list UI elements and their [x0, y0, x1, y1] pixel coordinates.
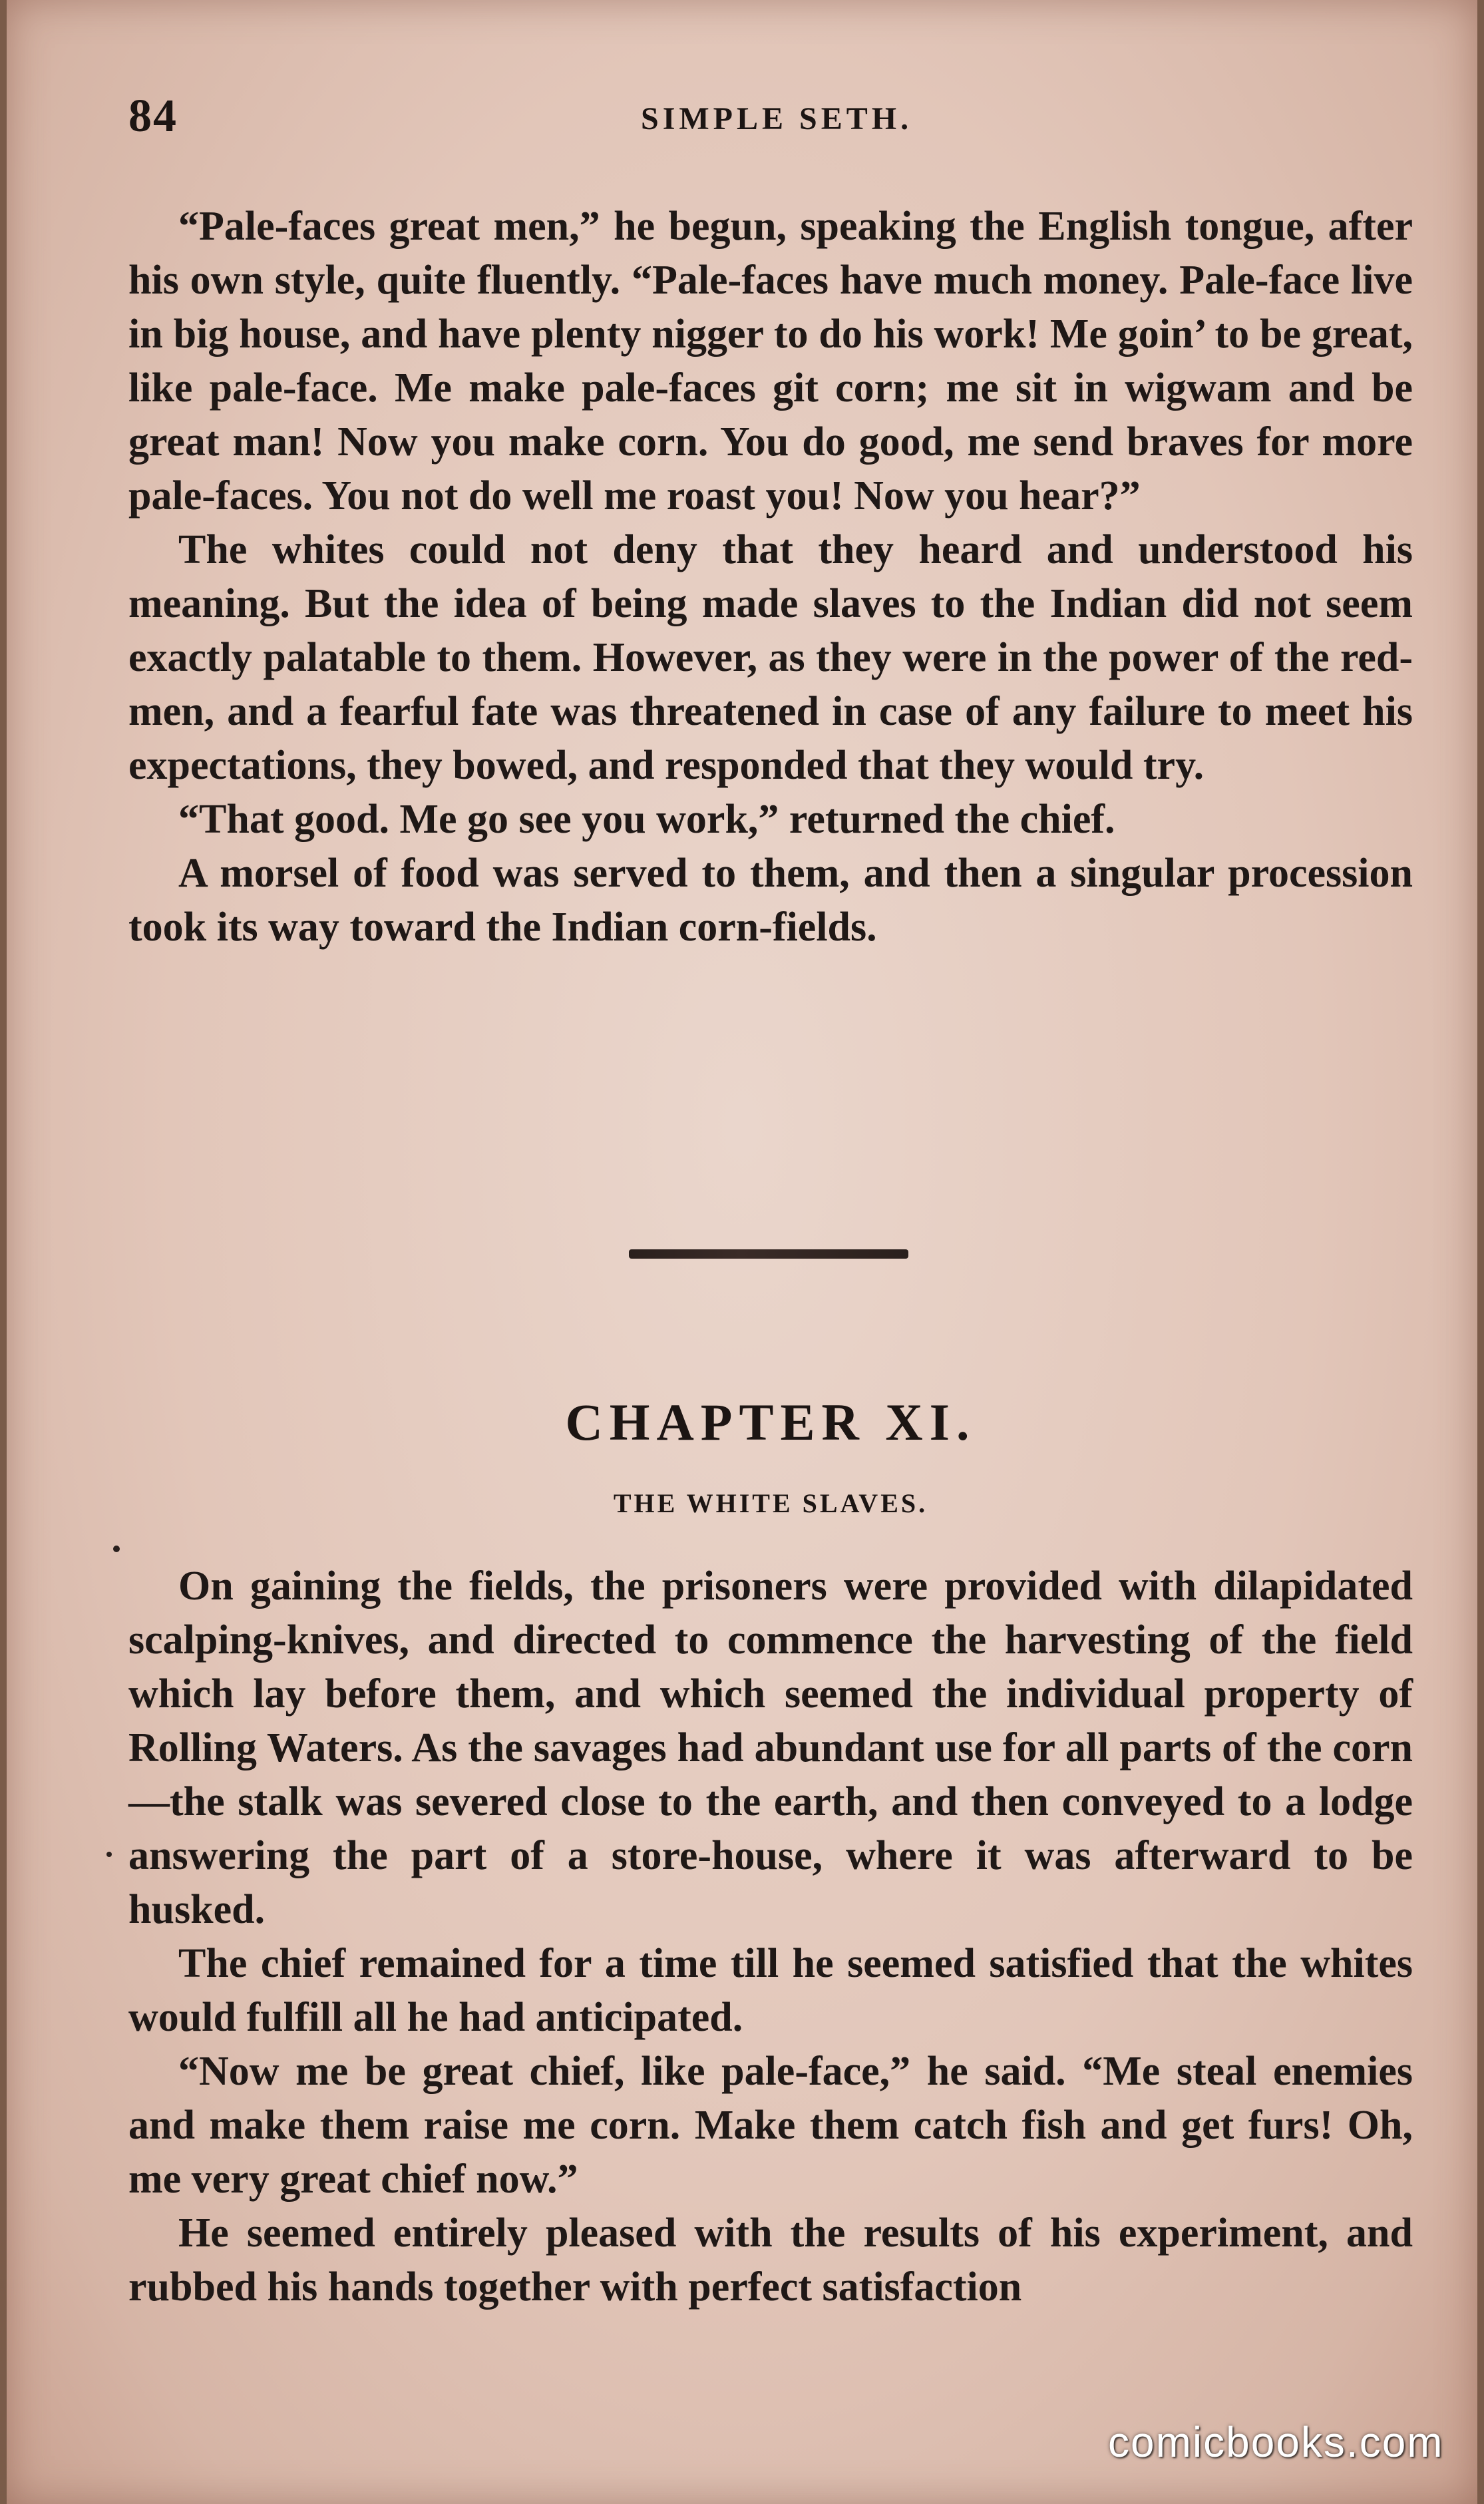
- paragraph: “Pale-faces great men,” he begun, speaking the English tongue, after his own style, quite fluently. “Pale-faces have much money. Pale-face live in big house, and have plenty nigger to do his work! Me goin’ to be great, like pale-face. Me make pale-faces git corn; me sit in wigwam and be great man! Now you make corn. You do good, me send braves for more pale-faces. You not do well me roast you! Now you hear?”: [128, 204, 1413, 519]
- chapter-heading: CHAPTER XI.: [565, 1393, 976, 1451]
- paragraph: “Now me be great chief, like pale-face,” he said. “Me steal enemies and make them raise me corn. Make them catch fish and get furs! Oh, me very great chief now.”: [128, 2049, 1413, 2202]
- paragraph: The whites could not deny that they heard and understood his meaning. But the idea of being made slaves to the Indian did not seem exactly palatable to them. However, as they were in the power of the red-men, and a fearful fate was threatened in case of any failure to meet his expectations, they bowed, and responded that they would try.: [128, 527, 1413, 788]
- chapter-title: THE WHITE SLAVES.: [613, 1488, 928, 1518]
- paragraph: The chief remained for a time till he seemed satisfied that the whites would fulfill all he had anticipated.: [128, 1941, 1413, 2040]
- paragraph: “That good. Me go see you work,” returned the chief.: [178, 797, 1115, 842]
- text-block-top: [128, 200, 1413, 954]
- ink-speck: [106, 1852, 112, 1857]
- watermark-text: comicbooks.com: [1108, 2418, 1444, 2466]
- ink-speck: [113, 1546, 120, 1552]
- text-block-bottom: [128, 1560, 1413, 2314]
- paragraph: A morsel of food was served to them, and then a singular procession took its way toward the Indian corn-fields.: [128, 851, 1413, 950]
- section-divider-rule: [629, 1249, 908, 1259]
- page-header: [128, 90, 1413, 143]
- book-page: [7, 0, 1477, 2504]
- running-head: SIMPLE SETH.: [641, 101, 913, 136]
- paragraph: He seemed entirely pleased with the results of his experiment, and rubbed his hands together with perfect satisfaction: [128, 2210, 1413, 2310]
- paragraph: On gaining the fields, the prisoners were provided with dilapidated scalping-knives, and directed to commence the harvesting of the field which lay before them, and which seemed the individual property of Rolling Waters. As the savages had abundant use for all parts of the corn—the stalk was severed close to the earth, and then conveyed to a lodge answering the part of a store-house, where it was afterward to be husked.: [128, 1564, 1413, 1932]
- page-number: 84: [128, 91, 178, 142]
